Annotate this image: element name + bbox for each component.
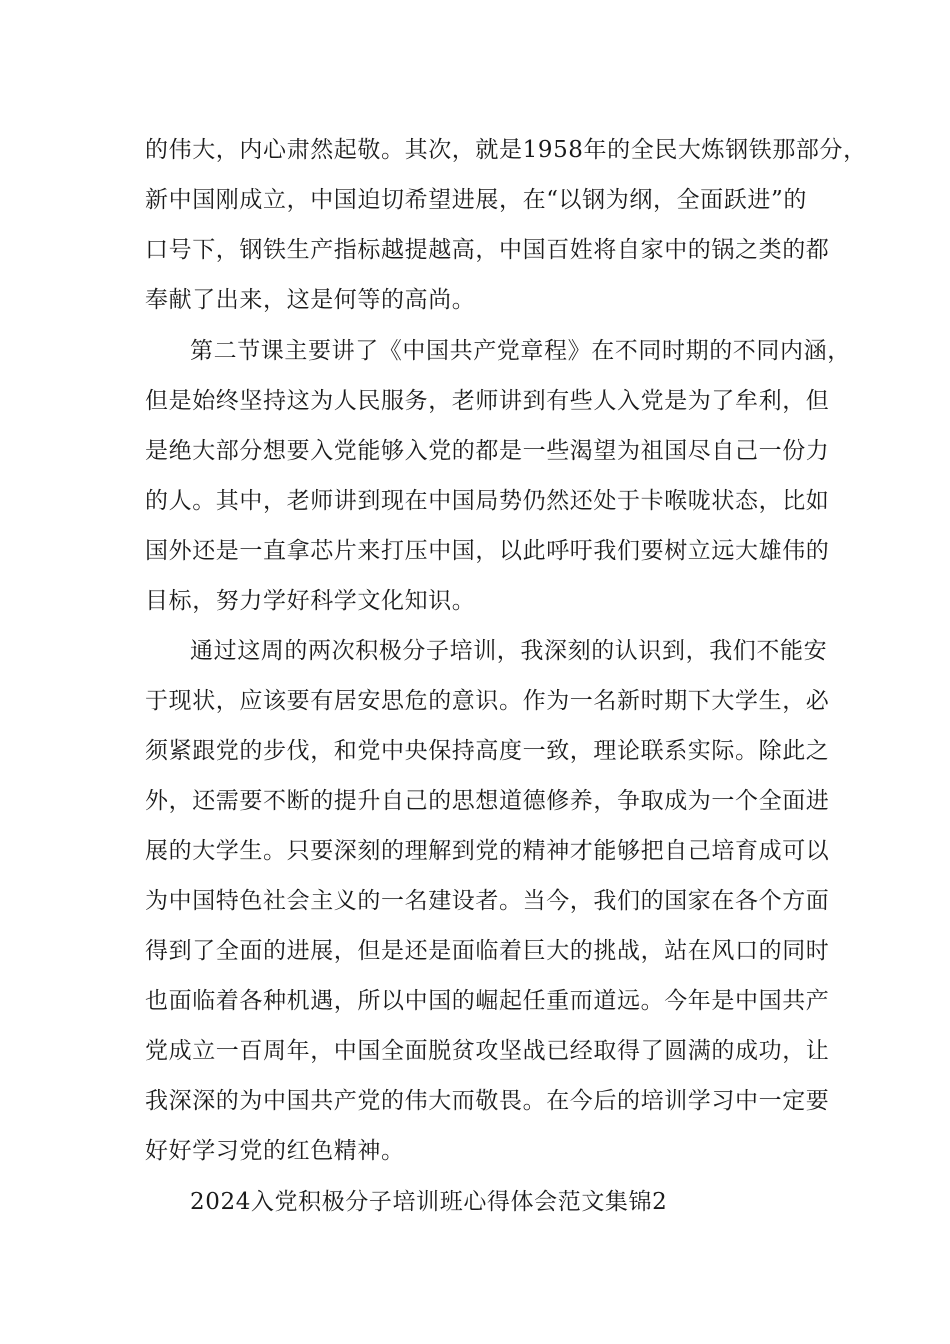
paragraph-2-line-4: 的人。其中，老师讲到现在中国局势仍然还处于卡喉咙状态，比如 [145,488,830,514]
paragraph-3-line-8: 也面临着各种机遇，所以中国的崛起任重而道远。今年是中国共产 [145,988,830,1014]
paragraph-1-line-2: 新中国刚成立，中国迫切希望进展，在“以钢为纲，全面跃进”的 [145,187,807,213]
paragraph-3-line-9: 党成立一百周年，中国全面脱贫攻坚战已经取得了圆满的成功，让 [145,1038,830,1064]
paragraph-2-line-3: 是绝大部分想要入党能够入党的都是一些渴望为祖国尽自己一份力 [145,438,830,464]
paragraph-2-line-5: 国外还是一直拿芯片来打压中国，以此呼吁我们要树立远大雄伟的 [145,538,830,564]
paragraph-1-line-3: 口号下，钢铁生产指标越提越高，中国百姓将自家中的锅之类的都 [145,237,830,263]
paragraph-3-line-5: 展的大学生。只要深刻的理解到党的精神才能够把自己培育成可以 [145,838,830,864]
paragraph-3-line-3: 须紧跟党的步伐，和党中央保持高度一致，理论联系实际。除此之 [145,738,830,764]
paragraph-3-line-1: 通过这周的两次积极分子培训，我深刻的认识到，我们不能安 [190,638,828,664]
paragraph-2-line-6: 目标，努力学好科学文化知识。 [145,588,476,614]
paragraph-3-line-2: 于现状，应该要有居安思危的意识。作为一名新时期下大学生，必 [145,688,830,714]
paragraph-3-line-7: 得到了全面的进展，但是还是面临着巨大的挑战，站在风口的同时 [145,938,830,964]
paragraph-3-line-10: 我深深的为中国共产党的伟大而敬畏。在今后的培训学习中一定要 [145,1088,830,1114]
section-heading: 2024入党积极分子培训班心得体会范文集锦2 [190,1189,668,1215]
paragraph-2-line-2: 但是始终坚持这为人民服务，老师讲到有些人入党是为了牟利，但 [145,388,830,414]
paragraph-2-line-1: 第二节课主要讲了《中国共产党章程》在不同时期的不同内涵， [190,338,851,364]
paragraph-1-line-1: 的伟大，内心肃然起敬。其次，就是1958年的全民大炼钢铁那部分， [145,137,867,163]
paragraph-1-line-4: 奉献了出来，这是何等的高尚。 [145,287,476,313]
paragraph-3-line-4: 外，还需要不断的提升自己的思想道德修养，争取成为一个全面进 [145,788,830,814]
paragraph-3-line-6: 为中国特色社会主义的一名建设者。当今，我们的国家在各个方面 [145,888,830,914]
paragraph-3-line-11: 好好学习党的红色精神。 [145,1138,405,1164]
